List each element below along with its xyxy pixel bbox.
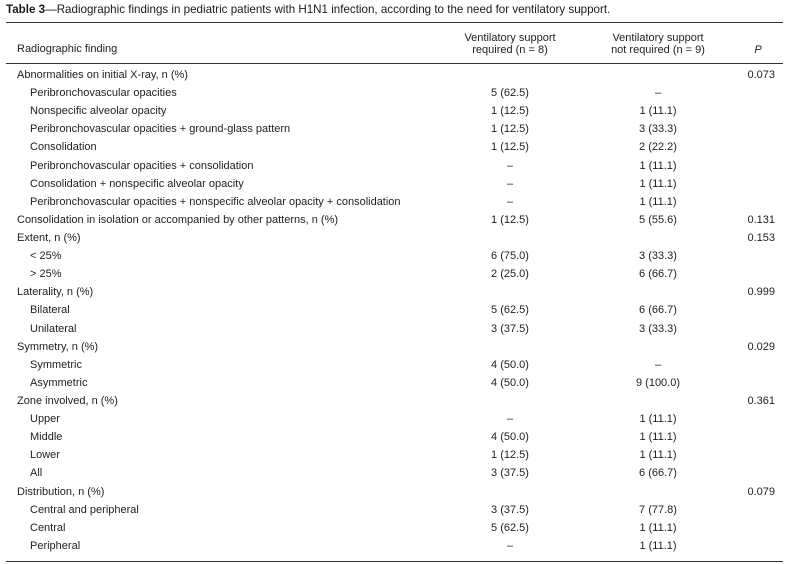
cell-support-not-required: 3 (33.3) <box>639 322 677 335</box>
row-label: Peribronchovascular opacities + ground-glass pattern <box>30 123 291 136</box>
cell-support-required: – <box>506 177 514 190</box>
table-row <box>0 392 789 410</box>
row-label: Extent, n (%) <box>17 231 81 244</box>
cell-support-required: 4 (50.0) <box>491 431 529 444</box>
table-row <box>0 446 789 464</box>
header-p-value: P <box>754 44 762 56</box>
table-row <box>0 537 789 555</box>
cell-support-required: 3 (37.5) <box>491 467 529 480</box>
cell-support-required: – <box>506 539 514 552</box>
header-support-required <box>430 32 590 56</box>
header-finding: Radiographic finding <box>17 43 118 55</box>
cell-support-not-required: 1 (11.1) <box>639 177 677 190</box>
header-support-not-required-line2: not required (n = 9) <box>611 44 705 56</box>
table-row <box>0 410 789 428</box>
cell-p-value: 0.153 <box>747 231 775 244</box>
cell-p-value: 0.079 <box>747 485 775 498</box>
header-support-not-required <box>578 32 738 56</box>
cell-support-required: 4 (50.0) <box>491 376 529 389</box>
row-label: Bilateral <box>30 304 70 317</box>
cell-support-not-required: 3 (33.3) <box>639 250 677 263</box>
cell-support-not-required: 9 (100.0) <box>635 376 681 389</box>
cell-support-not-required: – <box>654 87 662 100</box>
cell-support-required: 1 (12.5) <box>491 105 529 118</box>
row-label: Central <box>30 521 66 534</box>
table-row <box>0 519 789 537</box>
cell-support-required: 1 (12.5) <box>491 449 529 462</box>
table-caption-label: Table 3 <box>6 3 46 16</box>
cell-support-not-required: 1 (11.1) <box>639 159 677 172</box>
row-label: Nonspecific alveolar opacity <box>30 105 167 118</box>
row-label: < 25% <box>30 250 62 263</box>
row-label: Peribronchovascular opacities + consolidation <box>30 159 254 172</box>
table-row <box>0 338 789 356</box>
row-label: Consolidation + nonspecific alveolar opacity <box>30 177 244 190</box>
cell-p-value: 0.999 <box>747 286 775 299</box>
table-row <box>0 265 789 283</box>
table-row <box>0 120 789 138</box>
cell-support-required: 1 (12.5) <box>491 123 529 136</box>
cell-support-not-required: 6 (66.7) <box>639 304 677 317</box>
table-row <box>0 102 789 120</box>
cell-support-required: 1 (12.5) <box>491 141 529 154</box>
table-row <box>0 66 789 84</box>
table-top-rule <box>6 22 783 23</box>
row-label: All <box>30 467 43 480</box>
table-row <box>0 193 789 211</box>
cell-support-not-required: 6 (66.7) <box>639 268 677 281</box>
cell-support-not-required: 1 (11.1) <box>639 521 677 534</box>
table-row <box>0 157 789 175</box>
row-label: Symmetry, n (%) <box>17 340 99 353</box>
table-caption-text: —Radiographic findings in pediatric patients with H1N1 infection, according to the need for ventilatory support. <box>45 3 611 16</box>
cell-support-not-required: 1 (11.1) <box>639 449 677 462</box>
row-label: Symmetric <box>30 358 82 371</box>
table-body <box>0 66 789 555</box>
row-label: Peribronchovascular opacities <box>30 87 177 100</box>
cell-support-required: 5 (62.5) <box>491 521 529 534</box>
row-label: Laterality, n (%) <box>17 286 94 299</box>
cell-p-value: 0.131 <box>747 213 775 226</box>
table-row <box>0 211 789 229</box>
cell-support-required: 1 (12.5) <box>491 213 529 226</box>
table-row <box>0 428 789 446</box>
row-label: Middle <box>30 431 63 444</box>
header-support-required-line1: Ventilatory support <box>464 32 556 44</box>
table-row <box>0 374 789 392</box>
table-row <box>0 84 789 102</box>
row-label: Unilateral <box>30 322 77 335</box>
table-row <box>0 229 789 247</box>
table-row <box>0 283 789 301</box>
row-label: Peribronchovascular opacities + nonspecific alveolar opacity + consolidation <box>30 195 401 208</box>
cell-support-required: 5 (62.5) <box>491 304 529 317</box>
row-label: Asymmetric <box>30 376 88 389</box>
cell-support-required: 5 (62.5) <box>491 87 529 100</box>
cell-support-required: 6 (75.0) <box>491 250 529 263</box>
table-caption <box>6 3 610 17</box>
table-row <box>0 356 789 374</box>
table-row <box>0 501 789 519</box>
row-label: Abnormalities on initial X-ray, n (%) <box>17 69 188 81</box>
cell-support-not-required: 1 (11.1) <box>639 413 677 426</box>
cell-support-required: 2 (25.0) <box>491 268 529 281</box>
cell-support-required: 3 (37.5) <box>491 322 529 335</box>
table-row <box>0 320 789 338</box>
row-label: Distribution, n (%) <box>17 485 105 498</box>
header-separator-rule <box>6 63 783 64</box>
row-label: > 25% <box>30 268 62 281</box>
cell-p-value: 0.361 <box>747 394 775 407</box>
table-row <box>0 464 789 482</box>
cell-support-required: – <box>506 159 514 172</box>
row-label: Lower <box>30 449 60 462</box>
table-row <box>0 301 789 319</box>
row-label: Peripheral <box>30 539 81 552</box>
table-row <box>0 175 789 193</box>
cell-support-required: 4 (50.0) <box>491 358 529 371</box>
table-bottom-rule <box>6 561 783 562</box>
header-support-required-line2: required (n = 8) <box>472 44 548 56</box>
table-row <box>0 138 789 156</box>
cell-support-not-required: 1 (11.1) <box>639 431 677 444</box>
table-row <box>0 483 789 501</box>
cell-support-not-required: 3 (33.3) <box>639 123 677 136</box>
cell-support-not-required: 5 (55.6) <box>639 213 677 226</box>
cell-support-required: 3 (37.5) <box>491 503 529 516</box>
row-label: Central and peripheral <box>30 503 139 516</box>
row-label: Consolidation in isolation or accompanied by other patterns, n (%) <box>17 213 339 226</box>
cell-support-required: – <box>506 413 514 426</box>
cell-support-not-required: 1 (11.1) <box>639 195 677 208</box>
cell-support-not-required: 6 (66.7) <box>639 467 677 480</box>
cell-support-not-required: – <box>654 358 662 371</box>
row-label: Upper <box>30 413 60 426</box>
cell-support-not-required: 7 (77.8) <box>639 503 677 516</box>
cell-p-value: 0.029 <box>747 340 775 353</box>
cell-support-not-required: 1 (11.1) <box>639 539 677 552</box>
header-support-not-required-line1: Ventilatory support <box>612 32 704 44</box>
cell-support-not-required: 2 (22.2) <box>639 141 677 154</box>
cell-p-value: 0.073 <box>747 69 775 81</box>
row-label: Consolidation <box>30 141 97 154</box>
table-row <box>0 247 789 265</box>
cell-support-required: – <box>506 195 514 208</box>
row-label: Zone involved, n (%) <box>17 394 118 407</box>
cell-support-not-required: 1 (11.1) <box>639 105 677 118</box>
